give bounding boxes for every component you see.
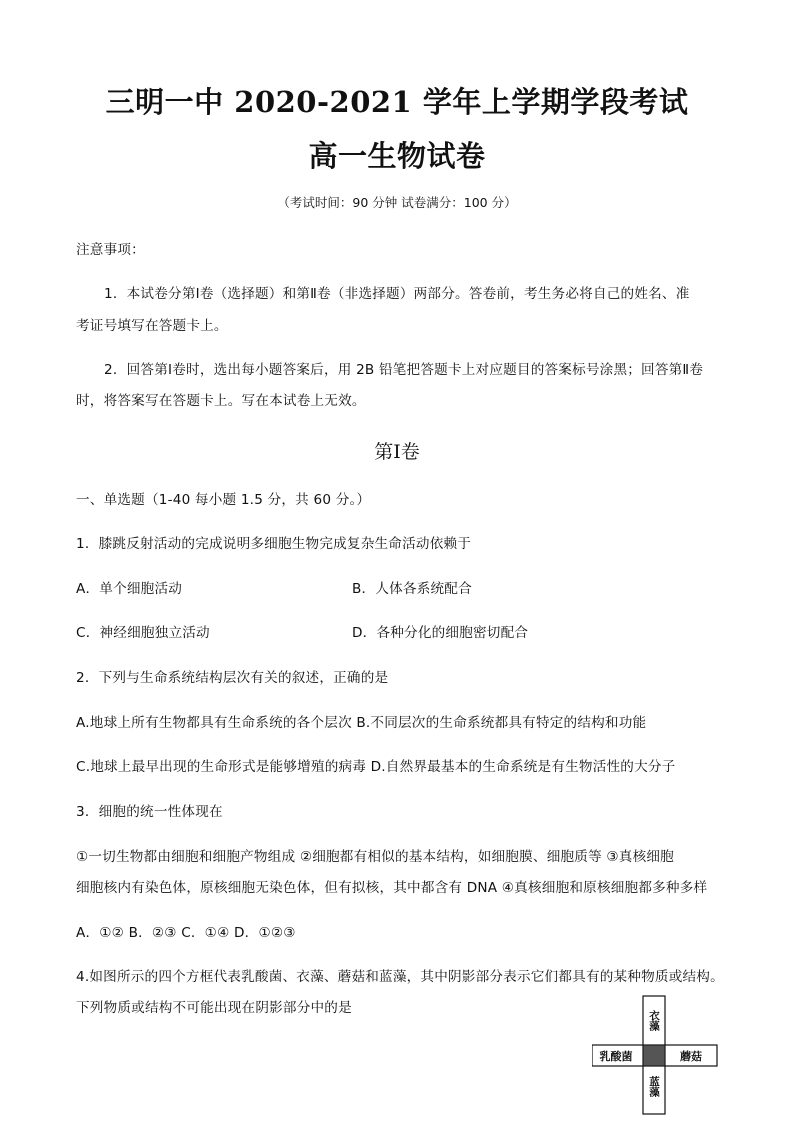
label-right: 蘑菇 xyxy=(680,1050,702,1063)
q1-stem: 1．膝跳反射活动的完成说明多细胞生物完成复杂生命活动依赖于 xyxy=(76,536,472,552)
part-1-heading: 第Ⅰ卷 xyxy=(374,441,420,463)
exam-title: 三明一中 2020-2021 学年上学期学段考试 xyxy=(105,85,689,119)
q2-stem: 2．下列与生命系统结构层次有关的叙述，正确的是 xyxy=(76,670,389,686)
q2-options-cd: C.地球上最早出现的生命形式是能够增殖的病毒 D.自然界最基本的生命系统是有生物活性的大分子 xyxy=(76,759,676,775)
q1-option-a: A．单个细胞活动 xyxy=(76,581,183,597)
notice-item-2-line-1: 2．回答第Ⅰ卷时，选出每小题答案后，用 2B 铅笔把答题卡上对应题目的答案标号涂黑；回答第Ⅱ卷 xyxy=(104,362,704,378)
q3-options: A．①② B．②③ C．①④ D．①②③ xyxy=(76,925,296,941)
exam-subtitle: 高一生物试卷 xyxy=(308,139,486,173)
shaded-overlap xyxy=(643,1045,665,1066)
q1-option-b: B．人体各系统配合 xyxy=(352,581,472,597)
q3-statements-line-2: 细胞核内有染色体，原核细胞无染色体，但有拟核，其中都含有 DNA ④真核细胞和原核细胞都多种多样 xyxy=(76,880,708,896)
notice-item-2-line-2: 时，将答案写在答题卡上。写在本试卷上无效。 xyxy=(76,393,366,409)
q4-stem-line-1: 4.如图所示的四个方框代表乳酸菌、衣藻、蘑菇和蓝藻，其中阴影部分表示它们都具有的某种物质或结构。 xyxy=(76,969,724,985)
q1-option-c: C．神经细胞独立活动 xyxy=(76,625,210,641)
q4-cross-diagram xyxy=(592,994,718,1118)
section-single-choice: 一、单选题（1-40 每小题 1.5 分，共 60 分。） xyxy=(76,492,371,508)
notice-heading: 注意事项： xyxy=(76,242,145,258)
label-bottom: 蓝藻 xyxy=(648,1076,660,1097)
q4-stem-line-2: 下列物质或结构不可能出现在阴影部分中的是 xyxy=(76,1000,352,1016)
q3-statements-line-1: ①一切生物都由细胞和细胞产物组成 ②细胞都有相似的基本结构，如细胞膜、细胞质等 ③真核细胞 xyxy=(76,849,674,865)
notice-item-1-line-2: 考证号填写在答题卡上。 xyxy=(76,318,228,334)
label-top: 衣藻 xyxy=(648,1010,660,1031)
q2-options-ab: A.地球上所有生物都具有生命系统的各个层次 B.不同层次的生命系统都具有特定的结构和功能 xyxy=(76,715,647,731)
notice-item-1-line-1: 1．本试卷分第Ⅰ卷（选择题）和第Ⅱ卷（非选择题）两部分。答卷前，考生务必将自己的姓名、准 xyxy=(104,286,690,302)
exam-info: （考试时间：90 分钟 试卷满分：100 分） xyxy=(277,195,517,210)
q1-option-d: D．各种分化的细胞密切配合 xyxy=(352,625,529,641)
q3-stem: 3．细胞的统一性体现在 xyxy=(76,804,223,820)
label-left: 乳酸菌 xyxy=(599,1050,633,1063)
